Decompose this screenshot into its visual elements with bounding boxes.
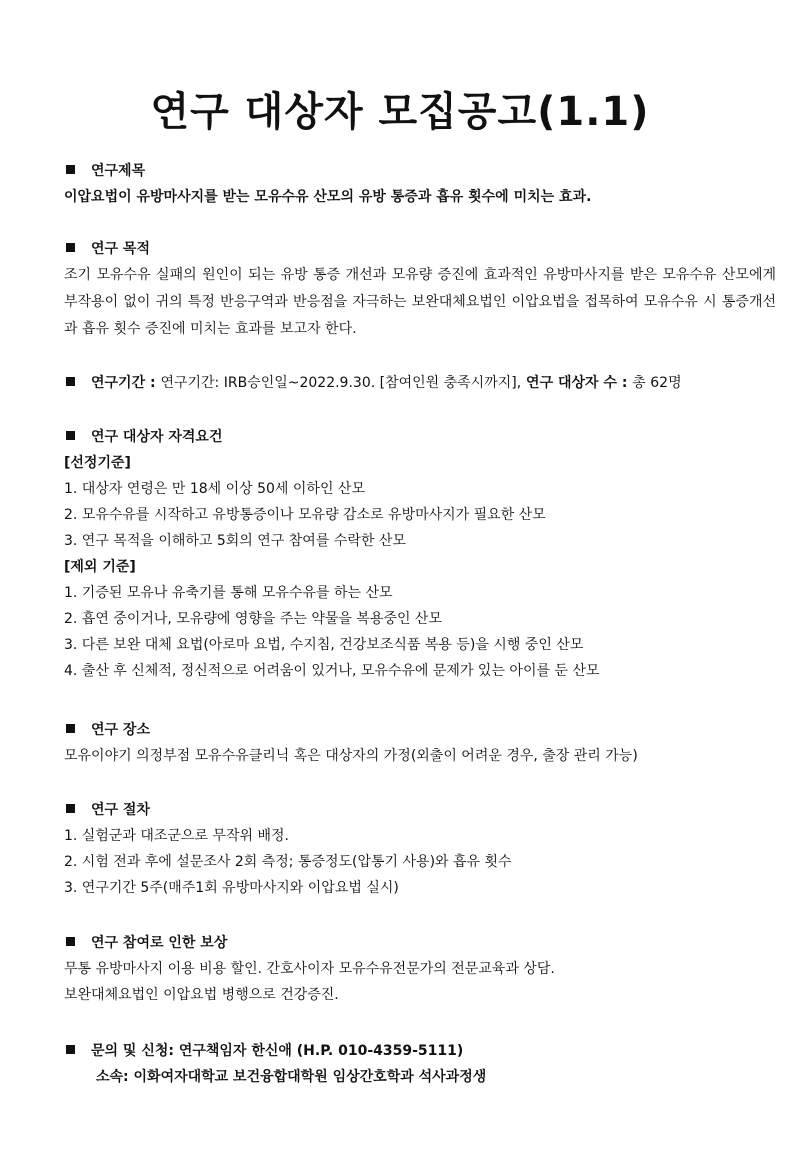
exclusion-label: [제외 기준] [64, 559, 136, 575]
section-location [64, 717, 776, 769]
section-contact [64, 1038, 776, 1090]
reward-line: 무통 유방마사지 이용 비용 할인. 간호사이자 모유수유전문가의 전문교육과 상담. [64, 961, 555, 977]
section-eligibility [64, 424, 776, 684]
section-heading: 연구 절차 [64, 797, 776, 823]
affiliation-line: 소속: 이화여자대학교 보건융합대학원 임상간호학과 석사과정생 [96, 1069, 487, 1085]
list-item: 2. 흡연 중이거나, 모유량에 영향을 주는 약물을 복용중인 산모 [64, 611, 442, 627]
section-heading: 연구 목적 [64, 236, 776, 262]
list-item: 1. 기증된 모유나 유축기를 통해 모유수유를 하는 산모 [64, 585, 393, 601]
square-bullet-icon [66, 377, 75, 386]
square-bullet-icon [66, 431, 75, 440]
period-value: 연구기간: IRB승인일~2022.9.30. [참여인원 충족시까지], [160, 375, 522, 391]
list-item: 4. 출산 후 신체적, 정신적으로 어려움이 있거나, 모유수유에 문제가 있는 아이를 둔 산모 [64, 663, 600, 679]
contact-line: 문의 및 신청: 연구책임자 한신애 (H.P. 010-4359-5111) [64, 1038, 776, 1064]
list-item: 1. 실험군과 대조군으로 무작위 배정. [64, 828, 289, 844]
period-line [64, 370, 776, 396]
section-heading: 연구 참여로 인한 보상 [64, 930, 776, 956]
square-bullet-icon [66, 804, 75, 813]
square-bullet-icon [66, 243, 75, 252]
section-period [64, 370, 776, 396]
subjects-value: 총 62명 [632, 375, 682, 391]
list-item: 3. 다른 보완 대체 요법(아로마 요법, 수지침, 건강보조식품 복용 등)을 시행 중인 산모 [64, 637, 584, 653]
section-reward [64, 930, 776, 1008]
square-bullet-icon [66, 1045, 75, 1054]
square-bullet-icon [66, 165, 75, 174]
section-heading: 연구 대상자 자격요건 [64, 424, 776, 450]
period-label: 연구기간 : [91, 375, 156, 391]
section-heading: 연구제목 [64, 158, 776, 184]
subjects-label: 연구 대상자 수 : [526, 375, 628, 391]
list-item: 3. 연구 목적을 이해하고 5회의 연구 참여를 수락한 산모 [64, 533, 406, 549]
list-item: 2. 모유수유를 시작하고 유방통증이나 모유량 감소로 유방마사지가 필요한 산모 [64, 507, 546, 523]
square-bullet-icon [66, 724, 75, 733]
study-title-text: 이압요법이 유방마사지를 받는 모유수유 산모의 유방 통증과 흡유 횟수에 미치는 효과. [64, 189, 592, 205]
section-procedure [64, 797, 776, 901]
square-bullet-icon [66, 937, 75, 946]
list-item: 2. 시험 전과 후에 설문조사 2회 측정; 통증정도(압통기 사용)와 흡유 횟수 [64, 854, 512, 870]
list-item: 1. 대상자 연령은 만 18세 이상 50세 이하인 산모 [64, 481, 365, 497]
inclusion-label: [선정기준] [64, 455, 131, 471]
section-purpose [64, 236, 776, 343]
location-text: 모유이야기 의정부점 모유수유클리닉 혹은 대상자의 가정(외출이 어려운 경우, 출장 관리 가능) [64, 748, 638, 764]
section-topic [64, 158, 776, 210]
page-title: 연구 대상자 모집공고(1.1) [150, 89, 650, 135]
section-heading: 연구 장소 [64, 717, 776, 743]
purpose-text: 조기 모유수유 실패의 원인이 되는 유방 통증 개선과 모유량 증진에 효과적인 유방마사지를 받은 모유수유 산모에게 부작용이 없이 귀의 특정 반응구역과 반응점을 자극하는 보완대체요법인 이압요법을 접목하여 모유수유 시 통증개선과 흡유 횟수 증진에 미치는 효과를 보고자 한다. [64, 267, 776, 337]
reward-line: 보완대체요법인 이압요법 병행으로 건강증진. [64, 987, 339, 1003]
list-item: 3. 연구기간 5주(매주1회 유방마사지와 이압요법 실시) [64, 880, 399, 896]
